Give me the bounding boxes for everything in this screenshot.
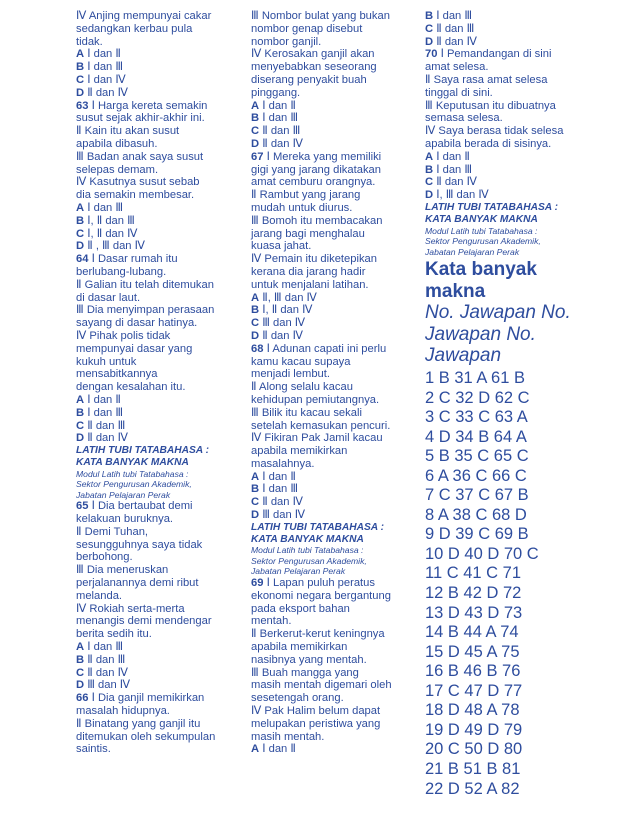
- option-text: Ⅰ dan Ⅲ: [87, 640, 124, 653]
- text-line: Ⅳ Pak Halim belum dapat: [251, 704, 381, 717]
- text-line: Ⅱ Along selalu kacau: [251, 381, 353, 394]
- answer-option: [251, 112, 411, 125]
- text-line: nasibnya yang mentah.: [251, 653, 367, 666]
- text-line: mensabitkannya: [76, 368, 158, 381]
- text-line: perjalanannya demi ribut: [76, 576, 199, 589]
- text-line: Ⅱ Demi Tuhan,: [76, 525, 149, 538]
- answer-option: [76, 202, 236, 215]
- answer-row: 3 C 33 C 63 A: [425, 408, 528, 427]
- option-text: Ⅰ dan Ⅳ: [87, 73, 126, 86]
- answer-option: [76, 48, 236, 61]
- section-header: LATIH TUBI TATABAHASA :: [76, 445, 209, 457]
- answer-row: 11 C 41 C 71: [425, 564, 522, 583]
- text-line: masalah hidupnya.: [76, 704, 170, 717]
- text-line: menangis demi mendengar: [76, 615, 212, 628]
- answer-row: 10 D 40 D 70 C: [425, 544, 539, 563]
- question-number: 63: [76, 99, 89, 112]
- answer-row: 20 C 50 D 80: [425, 740, 523, 759]
- text-line: kerana dia jarang hadir: [251, 265, 366, 278]
- question-text: Ⅰ Dia bertaubat demi: [91, 500, 193, 513]
- text-line: sesungguhnya saya tidak: [76, 538, 203, 551]
- answer-option: [251, 483, 411, 496]
- option-text: Ⅰ dan Ⅲ: [262, 112, 299, 125]
- question-number: 68: [251, 342, 264, 355]
- text-line: masih mentah digemari oleh: [251, 679, 392, 692]
- question-text: Ⅰ Dasar rumah itu: [91, 253, 178, 266]
- option-letter: C: [425, 176, 434, 189]
- answer-option: [76, 61, 236, 74]
- option-letter: A: [76, 48, 85, 61]
- option-letter: C: [76, 419, 85, 432]
- option-letter: A: [76, 640, 85, 653]
- option-letter: A: [251, 291, 260, 304]
- option-letter: D: [425, 35, 434, 48]
- option-text: Ⅰ dan Ⅱ: [87, 48, 121, 61]
- text-line: diserang penyakit buah: [251, 73, 367, 86]
- answer-option: [251, 471, 411, 484]
- option-letter: B: [76, 653, 85, 666]
- text-line: kelakuan buruknya.: [76, 512, 174, 525]
- answer-option: [425, 23, 590, 36]
- text-line: Ⅱ Kain itu akan susut: [76, 125, 180, 138]
- column-right: [425, 10, 590, 799]
- option-text: Ⅰ dan Ⅱ: [262, 99, 296, 112]
- answer-option: [76, 228, 236, 241]
- option-letter: A: [251, 743, 260, 756]
- option-letter: D: [425, 189, 434, 202]
- question-text: Ⅰ Lapan puluh peratus: [266, 576, 375, 589]
- text-line: Ⅲ Dia menyimpan perasaan: [76, 304, 215, 317]
- answer-row: 2 C 32 D 62 C: [425, 388, 530, 407]
- section-header: LATIH TUBI TATABAHASA :: [425, 201, 558, 213]
- option-letter: A: [76, 393, 85, 406]
- answer-option: [76, 240, 236, 253]
- option-text: Ⅰ dan Ⅲ: [262, 483, 299, 496]
- option-text: Ⅱ dan Ⅳ: [262, 329, 303, 342]
- answer-option: [76, 432, 236, 445]
- answer-row: 21 B 51 B 81: [425, 759, 521, 778]
- section-source: Jabatan Pelajaran Perak: [76, 489, 171, 500]
- option-letter: A: [76, 201, 85, 214]
- answer-option: [425, 10, 590, 23]
- option-letter: B: [76, 406, 85, 419]
- answer-option: [251, 743, 411, 756]
- question-number: 65: [76, 500, 89, 513]
- answer-option: [76, 654, 236, 667]
- text-line: Ⅲ Keputusan itu dibuatnya: [425, 99, 556, 112]
- text-line: kukuh untuk: [76, 355, 137, 368]
- option-text: Ⅰ dan Ⅲ: [436, 163, 473, 176]
- text-line: susut sejak akhir-akhir ini.: [76, 112, 205, 125]
- answer-row: 7 C 37 C 67 B: [425, 486, 529, 505]
- text-line: apabila memikirkan: [251, 445, 348, 458]
- text-line: sayang di dasar hatinya.: [76, 317, 198, 330]
- answer-row: 18 D 48 A 78: [425, 701, 520, 720]
- option-letter: C: [251, 496, 260, 509]
- section-header: LATIH TUBI TATABAHASA :: [251, 521, 384, 533]
- option-letter: D: [251, 509, 260, 522]
- text-line: tidak.: [76, 35, 103, 48]
- text-line: Ⅲ Bilik itu kacau sekali: [251, 406, 362, 419]
- text-line: Ⅱ Rambut yang jarang: [251, 189, 361, 202]
- text-line: amat selesa.: [425, 61, 489, 74]
- text-line: melupakan peristiwa yang: [251, 717, 381, 730]
- text-line: Ⅱ Berkerut-kerut keningnya: [251, 628, 385, 641]
- answer-key-list: [425, 369, 590, 799]
- question-line: [76, 100, 236, 113]
- text-line: sedangkan kerbau pula: [76, 22, 193, 35]
- text-line: Ⅳ Rokiah serta-merta: [76, 602, 185, 615]
- option-text: Ⅰ, Ⅱ dan Ⅳ: [87, 227, 138, 240]
- section-header: KATA BANYAK MAKNA: [251, 533, 364, 545]
- answer-row: 22 D 52 A 82: [425, 779, 520, 798]
- option-text: Ⅰ dan Ⅱ: [262, 743, 296, 756]
- text-line: apabila berada di sisinya.: [425, 137, 552, 150]
- text-line: kehidupan pemiutangnya.: [251, 393, 380, 406]
- question-text: Ⅰ Harga kereta semakin: [91, 99, 208, 112]
- answer-option: [76, 394, 236, 407]
- option-letter: A: [425, 150, 434, 163]
- section-source: Modul Latih tubi Tatabahasa :: [76, 468, 189, 479]
- answer-option: [425, 176, 590, 189]
- question-text: Ⅰ Pemandangan di sini: [440, 48, 552, 61]
- option-text: Ⅰ dan Ⅲ: [87, 61, 124, 74]
- option-letter: B: [76, 61, 85, 74]
- answer-row: 13 D 43 D 73: [425, 603, 523, 622]
- text-line: Ⅲ Bomoh itu membacakan: [251, 214, 383, 227]
- question-text: Ⅰ Mereka yang memiliki: [266, 150, 382, 163]
- text-line: apabila dibasuh.: [76, 137, 158, 150]
- option-text: Ⅱ dan Ⅲ: [262, 125, 301, 138]
- answer-row: 14 B 44 A 74: [425, 623, 519, 642]
- option-text: Ⅱ dan Ⅲ: [87, 653, 126, 666]
- option-text: Ⅱ dan Ⅳ: [436, 35, 477, 48]
- text-line: apabila memikirkan: [251, 640, 348, 653]
- option-letter: C: [425, 22, 434, 35]
- option-text: Ⅱ , Ⅲ dan Ⅳ: [87, 240, 145, 253]
- text-line: sesetengah orang.: [251, 692, 344, 705]
- text-line: menjadi lembut.: [251, 368, 330, 381]
- text-line: berita sedih itu.: [76, 628, 152, 641]
- question-text: Ⅰ Dia ganjil memikirkan: [91, 692, 205, 705]
- answer-key-title: [425, 259, 590, 302]
- answer-row: 17 C 47 D 77: [425, 681, 523, 700]
- answer-key-headers: [425, 302, 590, 367]
- question-line: [76, 692, 236, 705]
- option-letter: C: [76, 73, 85, 86]
- answer-option: [251, 292, 411, 305]
- text-line: Ⅱ Galian itu telah ditemukan: [76, 278, 214, 291]
- answer-option: [76, 667, 236, 680]
- answer-option: [251, 496, 411, 509]
- option-text: Ⅰ dan Ⅲ: [436, 10, 473, 22]
- answer-key-title-line: Kata banyak: [425, 259, 537, 281]
- answer-key-header-line: Jawapan No.: [425, 323, 536, 345]
- question-number: 70: [425, 48, 438, 61]
- section-source: Sektor Pengurusan Akademik,: [76, 479, 192, 490]
- section-source: Sektor Pengurusan Akademik,: [425, 236, 541, 247]
- column-right-questions: [425, 10, 590, 257]
- text-line: untuk menjalani latihan.: [251, 278, 369, 291]
- option-text: Ⅱ dan Ⅳ: [262, 137, 303, 150]
- text-line: menyebabkan seseorang: [251, 61, 377, 74]
- option-text: Ⅱ dan Ⅲ: [436, 22, 475, 35]
- answer-option: [425, 189, 590, 202]
- text-line: pinggang.: [251, 86, 301, 99]
- option-text: Ⅱ dan Ⅲ: [87, 419, 126, 432]
- answer-option: [76, 420, 236, 433]
- answer-row: 16 B 46 B 76: [425, 662, 521, 681]
- option-letter: C: [76, 666, 85, 679]
- option-letter: B: [251, 112, 260, 125]
- text-line: Ⅳ Pemain itu diketepikan: [251, 253, 377, 266]
- option-text: Ⅰ dan Ⅱ: [262, 470, 296, 483]
- text-line: masih mentah.: [251, 730, 325, 743]
- option-letter: D: [251, 329, 260, 342]
- answer-row: 19 D 49 D 79: [425, 720, 523, 739]
- answer-key-header-line: No. Jawapan No.: [425, 302, 571, 324]
- option-text: Ⅱ dan Ⅳ: [262, 496, 303, 509]
- text-line: setelah kemasukan pencuri.: [251, 419, 391, 432]
- option-letter: D: [76, 86, 85, 99]
- text-line: Ⅳ Kasutnya susut sebab: [76, 176, 200, 189]
- answer-option: [251, 304, 411, 317]
- option-text: Ⅰ dan Ⅲ: [87, 406, 124, 419]
- column-middle: [251, 10, 411, 756]
- option-letter: C: [76, 227, 85, 240]
- option-letter: C: [251, 125, 260, 138]
- option-letter: B: [251, 304, 260, 317]
- question-line: [76, 253, 236, 266]
- text-line: Ⅳ Pihak polis tidak: [76, 329, 171, 342]
- section-source: Jabatan Pelajaran Perak: [425, 246, 520, 257]
- question-line: [425, 48, 590, 61]
- answer-option: [425, 36, 590, 49]
- question-line: [76, 500, 236, 513]
- option-text: Ⅲ dan Ⅳ: [87, 679, 131, 692]
- question-line: [251, 343, 411, 356]
- question-number: 66: [76, 692, 89, 705]
- answer-option: [76, 87, 236, 100]
- option-text: Ⅰ, Ⅱ dan Ⅲ: [87, 214, 135, 227]
- option-letter: B: [425, 163, 434, 176]
- answer-option: [76, 679, 236, 692]
- question-line: [251, 577, 411, 590]
- question-number: 67: [251, 150, 264, 163]
- answer-key-header-line: Jawapan: [425, 345, 502, 367]
- text-line: gigi yang jarang dikatakan: [251, 163, 381, 176]
- answer-row: 12 B 42 D 72: [425, 584, 522, 603]
- option-text: Ⅰ dan Ⅲ: [87, 201, 124, 214]
- answer-option: [76, 407, 236, 420]
- text-line: dengan kesalahan itu.: [76, 381, 186, 394]
- question-text: Ⅰ Adunan capati ini perlu: [266, 342, 387, 355]
- section-source: Modul Latih tubi Tatabahasa :: [425, 225, 538, 236]
- option-letter: A: [251, 470, 260, 483]
- option-letter: D: [76, 679, 85, 692]
- text-line: nombor ganjil.: [251, 35, 322, 48]
- option-letter: D: [76, 432, 85, 445]
- answer-row: 4 D 34 B 64 A: [425, 427, 527, 446]
- text-line: nombor genap disebut: [251, 22, 363, 35]
- option-letter: D: [76, 240, 85, 253]
- answer-row: 9 D 39 C 69 B: [425, 525, 529, 544]
- answer-option: [425, 164, 590, 177]
- text-line: melanda.: [76, 589, 123, 602]
- option-text: Ⅰ, Ⅲ dan Ⅳ: [436, 189, 489, 202]
- option-text: Ⅲ dan Ⅳ: [262, 509, 306, 522]
- text-line: berbohong.: [76, 551, 133, 564]
- text-line: di dasar laut.: [76, 291, 141, 304]
- text-line: semasa selesa.: [425, 112, 503, 125]
- option-text: Ⅱ dan Ⅳ: [87, 432, 128, 445]
- answer-row: 1 B 31 A 61 B: [425, 369, 525, 388]
- column-left: [76, 10, 236, 756]
- option-letter: D: [251, 137, 260, 150]
- text-line: pada eksport bahan: [251, 602, 350, 615]
- text-line: amat cemburu orangnya.: [251, 176, 376, 189]
- section-header: KATA BANYAK MAKNA: [76, 456, 189, 468]
- answer-option: [251, 100, 411, 113]
- text-line: dia semakin membesar.: [76, 189, 195, 202]
- question-number: 69: [251, 576, 264, 589]
- answer-row: 15 D 45 A 75: [425, 642, 520, 661]
- option-text: Ⅰ dan Ⅱ: [87, 393, 121, 406]
- answer-row: 6 A 36 C 66 C: [425, 466, 527, 485]
- section-source: Jabatan Pelajaran Perak: [251, 566, 346, 577]
- answer-option: [251, 125, 411, 138]
- text-line: tinggal di sini.: [425, 86, 493, 99]
- option-letter: B: [76, 214, 85, 227]
- option-text: Ⅰ dan Ⅱ: [436, 150, 470, 163]
- text-line: Ⅲ Nombor bulat yang bukan: [251, 10, 390, 22]
- answer-key-title-line: makna: [425, 280, 486, 302]
- text-line: Ⅲ Buah mangga yang: [251, 666, 359, 679]
- answer-option: [251, 509, 411, 522]
- question-line: [251, 151, 411, 164]
- section-source: Modul Latih tubi Tatabahasa :: [251, 545, 364, 556]
- option-text: Ⅰ, Ⅱ dan Ⅳ: [262, 304, 313, 317]
- text-line: kuasa jahat.: [251, 240, 312, 253]
- option-letter: B: [425, 10, 434, 22]
- answer-row: 5 B 35 C 65 C: [425, 447, 529, 466]
- text-line: kamu kacau supaya: [251, 355, 351, 368]
- question-number: 64: [76, 253, 89, 266]
- section-header: KATA BANYAK MAKNA: [425, 213, 538, 225]
- answer-option: [76, 215, 236, 228]
- text-line: Ⅱ Binatang yang ganjil itu: [76, 717, 201, 730]
- answer-option: [251, 138, 411, 151]
- option-text: Ⅱ, Ⅲ dan Ⅳ: [262, 291, 317, 304]
- text-line: masalahnya.: [251, 457, 315, 470]
- answer-option: [425, 151, 590, 164]
- answer-option: [251, 330, 411, 343]
- text-line: Ⅳ Kerosakan ganjil akan: [251, 48, 375, 61]
- option-text: Ⅱ dan Ⅳ: [436, 176, 477, 189]
- answer-option: [76, 641, 236, 654]
- text-line: Ⅳ Fikiran Pak Jamil kacau: [251, 432, 383, 445]
- section-source: Sektor Pengurusan Akademik,: [251, 555, 367, 566]
- text-line: berlubang-lubang.: [76, 265, 167, 278]
- option-text: Ⅱ dan Ⅳ: [87, 666, 128, 679]
- text-line: mentah.: [251, 615, 292, 628]
- answer-row: 8 A 38 C 68 D: [425, 505, 527, 524]
- text-line: Ⅲ Dia meneruskan: [76, 564, 169, 577]
- text-line: selepas demam.: [76, 163, 159, 176]
- text-line: ditemukan oleh sekumpulan: [76, 730, 216, 743]
- answer-option: [251, 317, 411, 330]
- option-letter: A: [251, 99, 260, 112]
- text-line: Ⅳ Anjing mempunyai cakar: [76, 10, 212, 22]
- text-line: mempunyai dasar yang: [76, 342, 193, 355]
- text-line: Ⅳ Saya berasa tidak selesa: [425, 125, 564, 138]
- text-line: Ⅱ Saya rasa amat selesa: [425, 73, 548, 86]
- option-text: Ⅲ dan Ⅳ: [262, 317, 306, 330]
- option-letter: B: [251, 483, 260, 496]
- text-line: mudah untuk diurus.: [251, 201, 353, 214]
- answer-option: [76, 74, 236, 87]
- text-line: jarang bagi menghalau: [251, 227, 365, 240]
- text-line: ekonomi negara bergantung: [251, 589, 391, 602]
- option-letter: C: [251, 317, 260, 330]
- option-text: Ⅱ dan Ⅳ: [87, 86, 128, 99]
- text-line: Ⅲ Badan anak saya susut: [76, 150, 204, 163]
- text-line: saintis.: [76, 743, 111, 756]
